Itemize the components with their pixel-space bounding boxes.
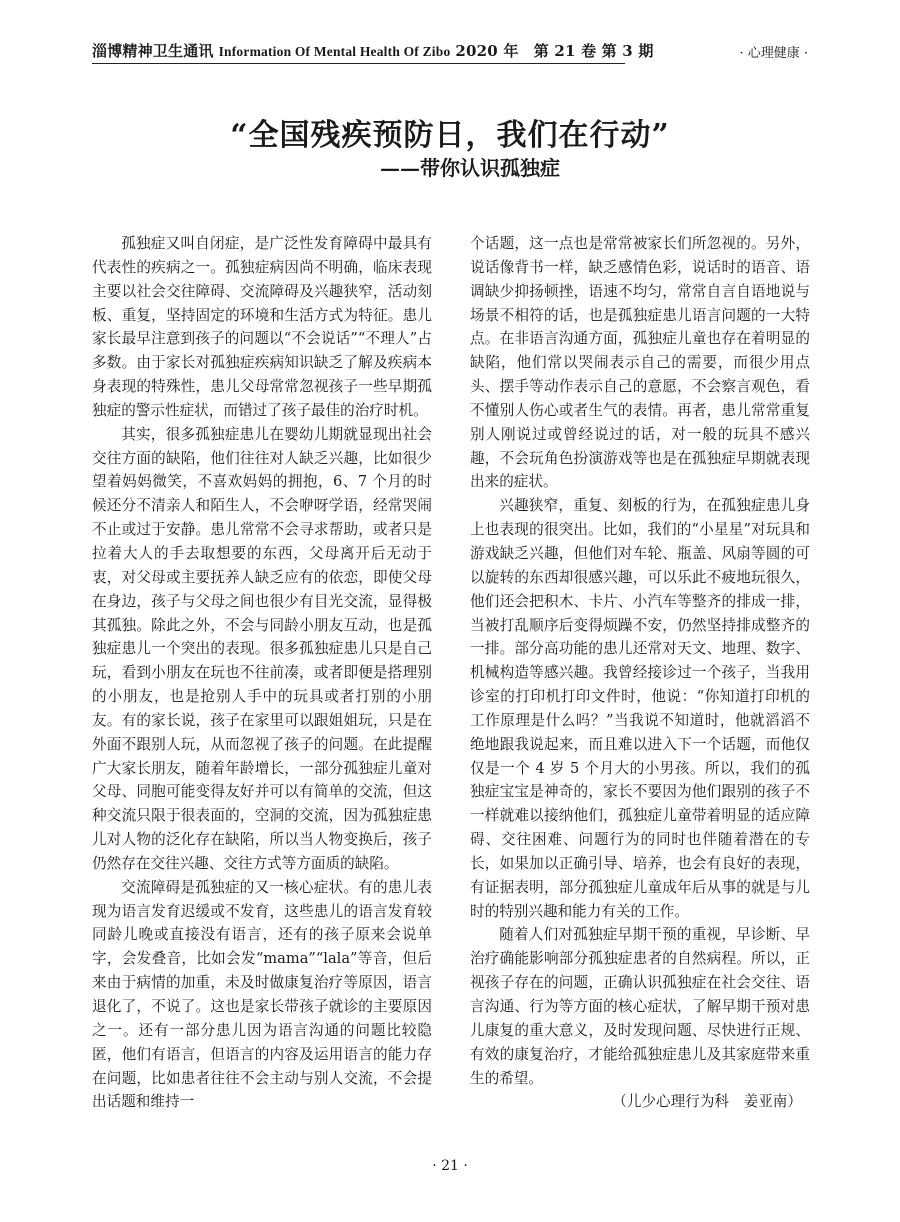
running-header xyxy=(92,40,808,64)
journal-header xyxy=(92,40,654,61)
section-label: · 心理健康 · xyxy=(739,46,808,61)
paragraph: 交流障碍是孤独症的又一核心症状。有的患儿表现为语言发育迟缓或不发育，这些患儿的语言发育较同龄儿晚或直接没有语言，还有的孩子原来会说单字，会发叠音，比如会发“mama”“lala”等音，但后来由于病情的加重，未及时做康复治疗等原因，语言退化了，不说了。这也是家长带孩子就诊的主要原因之一。还有一部分患儿因为语言沟通的问题比较隐匿，他们有语言，但语言的内容及运用语言的能力存在问题，比如患者往往不会主动与别人交流，不会提出话题和维持一 xyxy=(92,878,432,1111)
left-column xyxy=(92,232,432,1114)
author-signature: （儿少心理行为科 姜亚南） xyxy=(612,1093,802,1111)
page-number: · 21 · xyxy=(432,1158,468,1174)
paragraph: 孤独症又叫自闭症，是广泛性发育障碍中最具有代表性的疾病之一。孤独症病因尚不明确，临床表现主要以社会交往障碍、交流障碍及兴趣狭窄，活动刻板、重复，坚持固定的环境和生活方式为特征。患儿家长最早注意到孩子的问题以“不会说话”“不理人”占多数。由于家长对孤独症疾病知识缺乏了解及疾病本身表现的特殊性，患儿父母常常忽视孩子一些早期孤独症的警示性症状，而错过了孩子最佳的治疗时机。 xyxy=(92,235,432,419)
issue-info: 2020 年 第 21 卷 第 3 期 xyxy=(455,42,654,60)
article-title: “全国残疾预防日，我们在行动” xyxy=(230,118,670,153)
article-subtitle: ——带你认识孤独症 xyxy=(380,156,560,180)
right-column xyxy=(470,232,810,1114)
paragraph: 其实，很多孤独症患儿在婴幼儿期就显现出社会交往方面的缺陷，他们往往对人缺乏兴趣，比如很少望着妈妈微笑，不喜欢妈妈的拥抱，6、7 个月的时候还分不清亲人和陌生人，不会咿呀学语，经常哭闹不止或过于安静。患儿常常不会寻求帮助，或者只是拉着大人的手去取想要的东西，父母离开后无动于衷，对父母或主要抚养人缺乏应有的依恋，即使父母在身边，孩子与父母之间也很少有目光交流，显得极其孤独。除此之外，不会与同龄小朋友互动，也是孤独症患儿一个突出的表现。很多孤独症患儿只是自己玩，看到小朋友在玩也不往前凑，或者即便是搭理别的小朋友，也是抢别人手中的玩具或者打别的小朋友。有的家长说，孩子在家里可以跟姐姐玩，只是在外面不跟别人玩，从而忽视了孩子的问题。在此提醒广大家长朋友，随着年龄增长，一部分孤独症儿童对父母、同胞可能变得友好并可以有简单的交流，但这种交流只限于很表面的，空洞的交流，因为孤独症患儿对人物的泛化存在缺陷，所以当人物变换后，孩子仍然存在交往兴趣、交往方式等方面质的缺陷。 xyxy=(92,425,432,872)
header-rule xyxy=(92,63,625,64)
paragraph-continuation: 个话题，这一点也是常常被家长们所忽视的。另外，说话像背书一样，缺乏感情色彩，说话时的语音、语调缺少抑扬顿挫，语速不均匀，常常自言自语地说与场景不相符的话，也是孤独症患儿语言问题的一大特点。在非语言沟通方面，孤独症儿童也存在着明显的缺陷，他们常以哭闹表示自己的需要，而很少用点头、摆手等动作表示自己的意愿，不会察言观色，看不懂别人伤心或者生气的表情。再者，患儿常常重复别人刚说过或曾经说过的话，对一般的玩具不感兴趣，不会玩角色扮演游戏等也是在孤独症早期就表现出来的症状。 xyxy=(470,235,810,491)
journal-name-en: Information Of Mental Health Of Zibo xyxy=(218,44,451,59)
paragraph: 随着人们对孤独症早期干预的重视，早诊断、早治疗确能影响部分孤独症患者的自然病程。所以，正视孩子存在的问题，正确认识孤独症在社会交往、语言沟通、行为等方面的核心症状，了解早期干预对患儿康复的重大意义，及时发现问题、尽快进行正规、有效的康复治疗，才能给孤独症患儿及其家庭带来重生的希望。 xyxy=(470,926,810,1087)
paragraph: 兴趣狭窄，重复、刻板的行为，在孤独症患儿身上也表现的很突出。比如，我们的“小星星”对玩具和游戏缺乏兴趣，但他们对车轮、瓶盖、风扇等圆的可以旋转的东西却很感兴趣，可以乐此不疲地玩很久，他们还会把积木、卡片、小汽车等整齐的排成一排，当被打乱顺序后变得烦躁不安，仍然坚持排成整齐的一排。部分高功能的患儿还常对天文、地理、数字、机械构造等感兴趣。我曾经接诊过一个孩子，当我用诊室的打印机打印文件时，他说：“你知道打印机的工作原理是什么吗？”当我说不知道时，他就滔滔不绝地跟我说起来，而且难以进入下一个话题，而他仅仅是一个 4 岁 5 个月大的小男孩。所以，我们的孤独症宝宝是神奇的，家长不要因为他们跟别的孩子不一样就难以接纳他们，孤独症儿童带着明显的适应障碍、交往困难、问题行为的同时也伴随着潜在的专长，如果加以正确引导、培养，也会有良好的表现，有证据表明，部分孤独症儿童成年后从事的就是与儿时的特别兴趣和能力有关的工作。 xyxy=(470,497,810,920)
journal-name-cn: 淄博精神卫生通讯 xyxy=(92,42,214,60)
